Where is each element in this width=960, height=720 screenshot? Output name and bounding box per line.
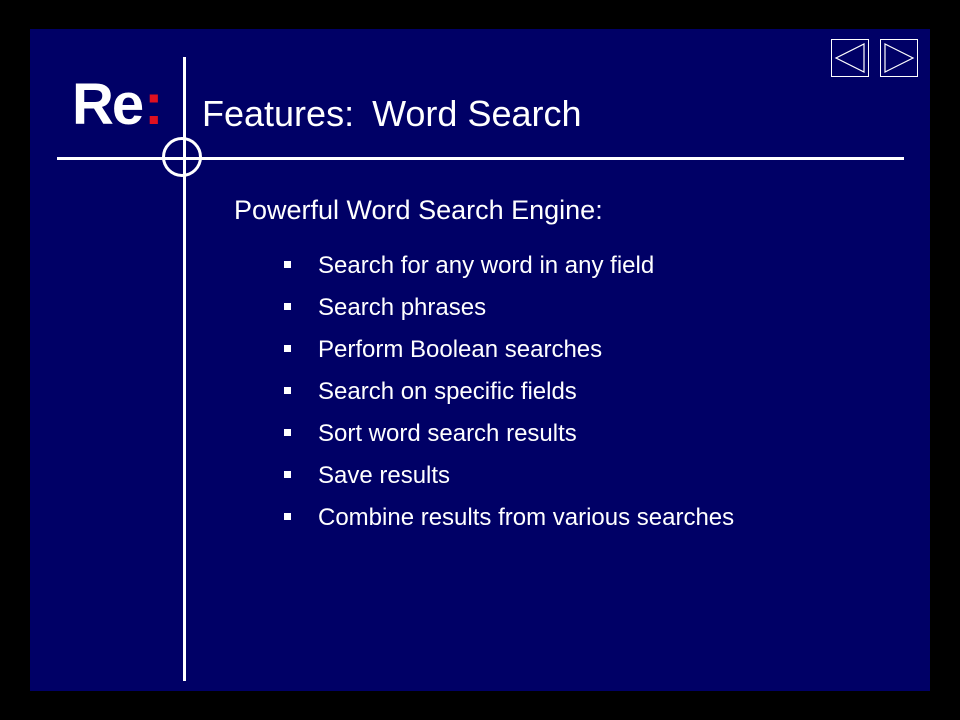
triangle-right-icon [883, 42, 915, 74]
next-slide-button[interactable] [880, 39, 918, 77]
list-item [280, 329, 734, 371]
subtitle: Powerful Word Search Engine: [234, 195, 603, 225]
slide [30, 29, 930, 691]
list-item-text: Search phrases [318, 294, 487, 321]
bullet-square-icon [284, 261, 291, 268]
logo-text: Re [72, 72, 143, 137]
re-logo [72, 72, 162, 137]
title-part-2: Word Search [372, 93, 582, 134]
triangle-left-icon [834, 42, 866, 74]
bullet-square-icon [284, 471, 291, 478]
list-item [280, 413, 734, 455]
bullet-square-icon [284, 429, 291, 436]
crosshair-circle [162, 137, 202, 177]
feature-list [280, 245, 734, 539]
list-item [280, 371, 734, 413]
list-item [280, 497, 734, 539]
previous-slide-button[interactable] [831, 39, 869, 77]
bullet-square-icon [284, 513, 291, 520]
bullet-square-icon [284, 345, 291, 352]
list-item [280, 287, 734, 329]
list-item [280, 455, 734, 497]
list-item-text: Search on specific fields [318, 378, 577, 405]
list-item [280, 245, 734, 287]
bullet-square-icon [284, 387, 291, 394]
list-item-text: Sort word search results [318, 420, 577, 447]
list-item-text: Perform Boolean searches [318, 336, 603, 363]
bullet-square-icon [284, 303, 291, 310]
title-part-1: Features: [202, 93, 355, 134]
list-item-text: Save results [318, 462, 451, 489]
logo-colon: : [144, 72, 162, 137]
list-item-text: Combine results from various searches [318, 504, 735, 531]
slide-title [202, 92, 582, 136]
list-item-text: Search for any word in any field [318, 252, 655, 279]
